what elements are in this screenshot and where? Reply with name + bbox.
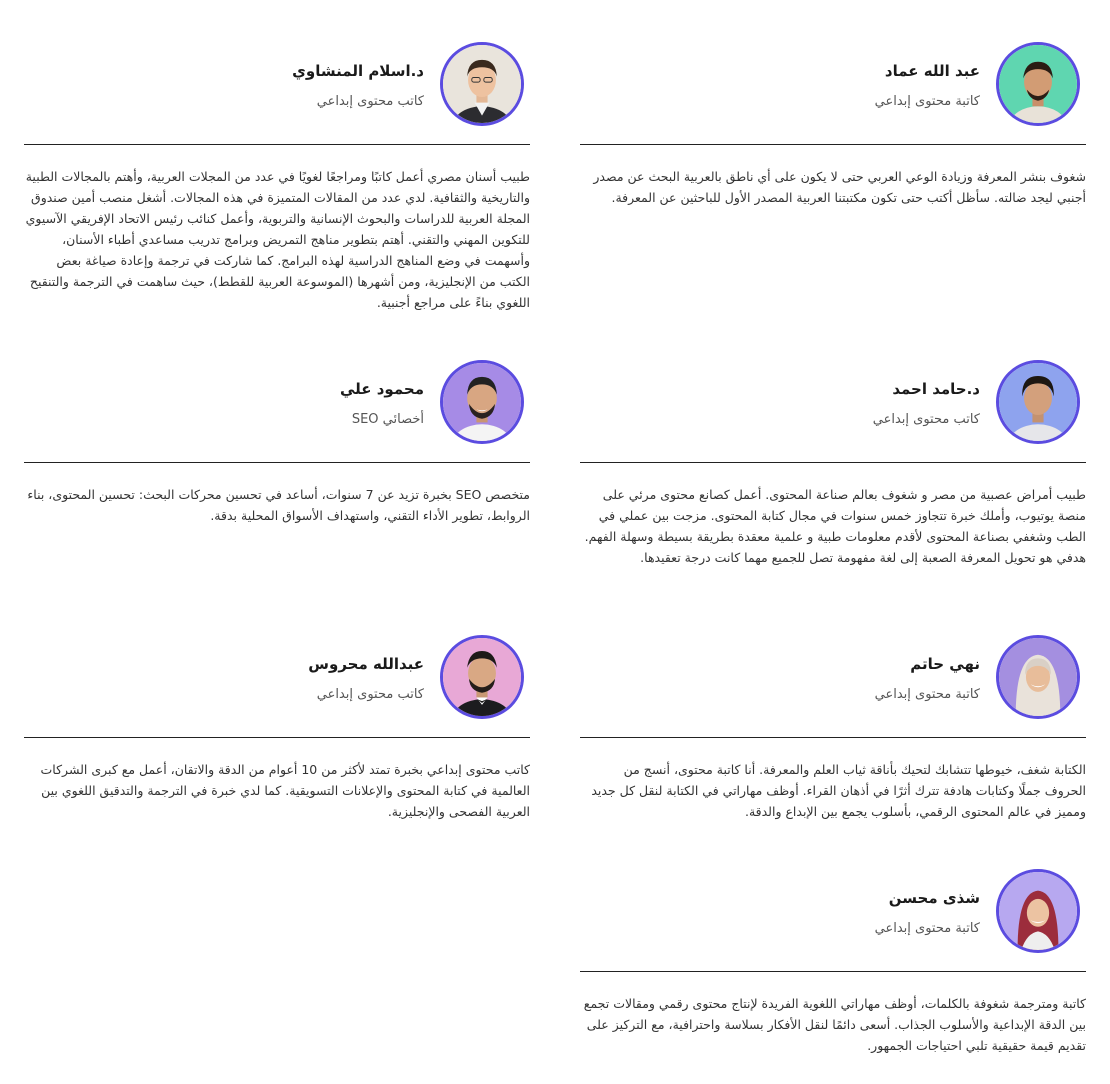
author-bio: كاتب محتوى إبداعي بخبرة تمتد لأكثر من 10 أعوام من الدقة والاتقان، أعمل مع كبرى الشركات العالمية في كتابة المحتوى والإعلانات التسويقية. كما لدي خبرة في الترجمة والتدقيق اللغوي بين العربية الفصحى والإنجليزية.	[40, 762, 530, 819]
author-name: نهي حاتم	[910, 655, 980, 673]
avatar	[440, 635, 524, 719]
author-role: كاتبة محتوى إبداعي	[874, 687, 980, 702]
author-bio: كاتبة ومترجمة شغوفة بالكلمات، أوظف مهاراتي اللغوية الفريدة لإنتاج محتوى رقمي ومقالات تجمع بين الدقة الإبداعية والأسلوب الجذاب. أسعى دائمًا لنقل الأفكار بسلاسة واحترافية، مع التركيز على تقديم قيمة حقيقية تلبي احتياجات الجمهور.	[583, 996, 1086, 1053]
author-card-header	[24, 360, 530, 463]
author-bio: طبيب أمراض عصبية من مصر و شغوف بعالم صناعة المحتوى. أعمل كصانع محتوى مرئي على منصة يوتيوب، وأملك خبرة تتجاوز خمس سنوات في مجال كتابة المحتوى. مزجت بين عملي في الطب وشغفي بصناعة المحتوى لأقدم معلومات طبية و علمية معقدة بطريقة بسيطة وسهلة الفهم. هدفي هو تحويل المعرفة الصعبة إلى لغة مفهومة تصل للجميع مهما كانت درجة تعقيدها.	[584, 487, 1086, 565]
author-card	[580, 360, 1086, 568]
author-card-header	[580, 42, 1086, 145]
avatar	[996, 42, 1080, 126]
avatar-portrait-icon	[443, 363, 521, 441]
avatar	[440, 360, 524, 444]
author-card	[24, 635, 530, 822]
avatar-portrait-icon	[443, 45, 521, 123]
author-card	[24, 42, 530, 313]
avatar-portrait-icon	[999, 45, 1077, 123]
author-card	[580, 42, 1086, 208]
author-card-header	[24, 635, 530, 738]
author-bio: طبيب أسنان مصري أعمل كاتبًا ومراجعًا لغويًا في عدد من المجلات العربية، وأهتم بالمجالات الطبية والتاريخية والثقافية. لدي عدد من المقالات المتميزة في هذه المجالات. أشغل منصب أمين صندوق المجلة العربية للدراسات والبحوث الإنسانية والتربوية، وأعمل كنائب رئيس الاتحاد الإفريقي الآسيوي للتكوين المهني والتقني. أهتم بتطوير مناهج التمريض وبرامج تدريب مساعدي أطباء الأسنان، وأسهمت في وضع المناهج الدراسية لهذه البرامج. كما شاركت في ترجمة وإعادة صياغة بعض الكتب من الإنجليزية، ومن أشهرها (الموسوعة العربية للقطط)، حيث ساهمت في الترجمة والتنقيح اللغوي بناءً على مراجع أجنبية.	[25, 169, 530, 310]
author-name: د.حامد احمد	[892, 380, 980, 398]
avatar-portrait-icon	[999, 363, 1077, 441]
author-name: د.اسلام المنشاوي	[292, 62, 424, 80]
author-card	[580, 869, 1086, 1056]
author-bio: الكتابة شغف، خيوطها تتشابك لتحيك بأناقة ثياب العلم والمعرفة. أنا كاتبة محتوى، أنسج من الحروف جملًا وكتابات هادفة تترك أثرًا في أذهان القراء. أوظف مهاراتي في الكتابة لنقل كل جديد ومميز في عالم المحتوى الرقمي، بأسلوب يجمع بين الإبداع والدقة.	[591, 762, 1086, 819]
author-role: كاتب محتوى إبداعي	[872, 412, 980, 427]
author-name: محمود علي	[339, 380, 424, 398]
author-card-header	[580, 635, 1086, 738]
avatar	[996, 635, 1080, 719]
avatar-portrait-icon	[443, 638, 521, 716]
author-role: كاتب محتوى إبداعي	[316, 687, 424, 702]
author-role: كاتبة محتوى إبداعي	[874, 921, 980, 936]
author-card	[580, 635, 1086, 822]
author-bio: متخصص SEO بخبرة تزيد عن 7 سنوات، أساعد في تحسين محركات البحث: تحسين المحتوى، بناء الروابط، تطوير الأداء التقني، واستهداف الأسواق المحلية بدقة.	[27, 487, 530, 523]
author-role: كاتب محتوى إبداعي	[316, 94, 424, 109]
author-role: كاتبة محتوى إبداعي	[874, 94, 980, 109]
author-card-header	[24, 42, 530, 145]
author-name: عبد الله عماد	[884, 62, 980, 80]
author-role: أخصائي SEO	[351, 412, 424, 427]
author-bio: شغوف بنشر المعرفة وزيادة الوعي العربي حتى لا يكون على أي ناطق بالعربية البحث عن مصدر أجنبي ليجد ضالته. سأظل أكتب حتى تكون مكتبتنا العربية المصدر الأول للباحثين عن المعرفة.	[593, 169, 1086, 205]
avatar	[996, 869, 1080, 953]
author-card-header	[580, 360, 1086, 463]
author-name: عبدالله محروس	[308, 655, 424, 673]
author-card	[24, 360, 530, 526]
avatar	[996, 360, 1080, 444]
avatar	[440, 42, 524, 126]
author-name: شذى محسن	[888, 889, 980, 907]
avatar-portrait-icon	[999, 638, 1077, 716]
avatar-portrait-icon	[999, 872, 1077, 950]
author-card-header	[580, 869, 1086, 972]
